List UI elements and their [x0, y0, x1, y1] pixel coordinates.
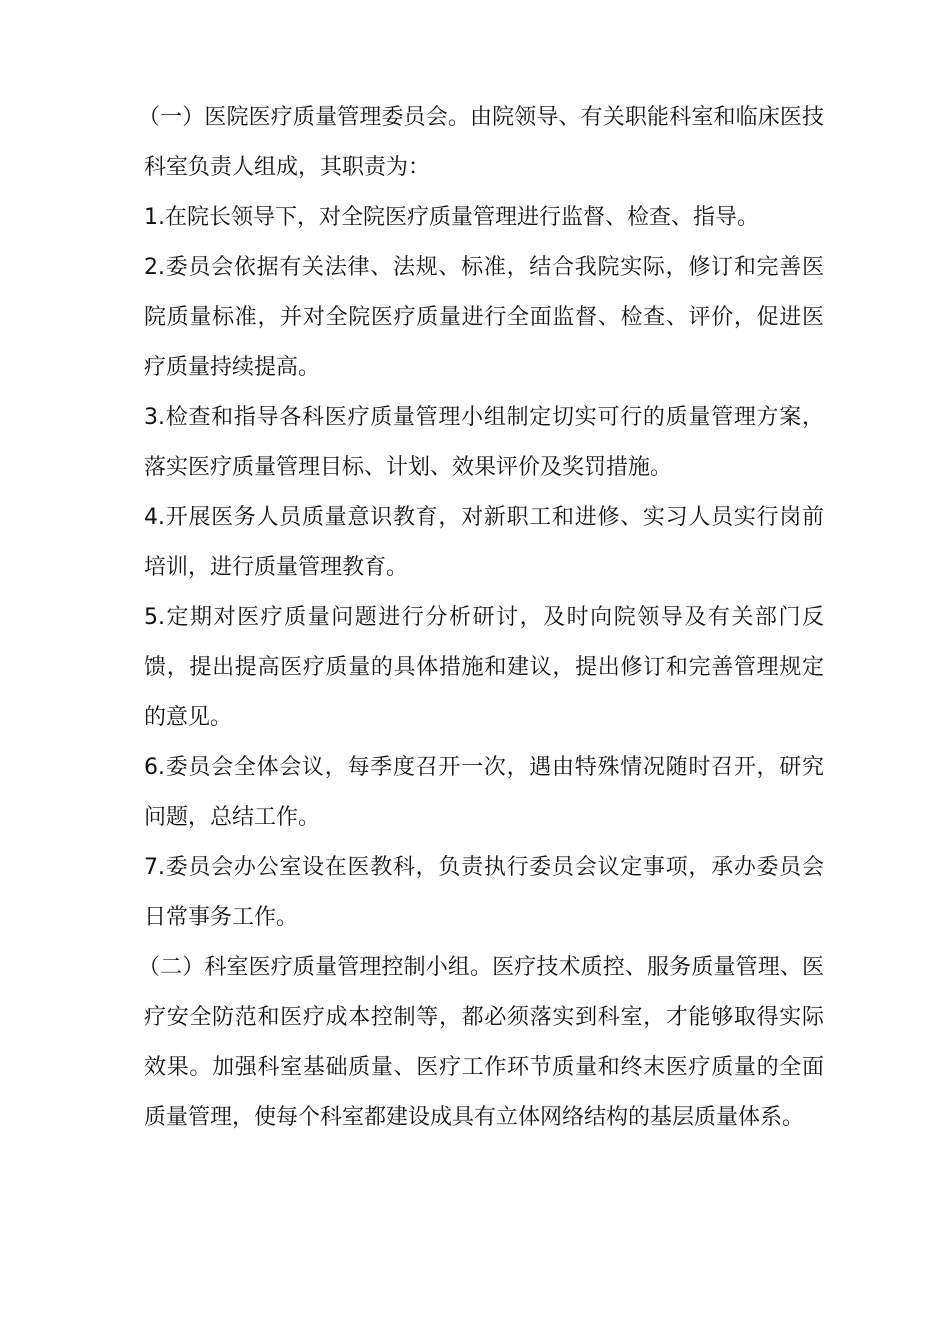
duty-item-3: 3.检查和指导各科医疗质量管理小组制定切实可行的质量管理方案，落实医疗质量管理目标、计划、效果评价及奖罚措施。 — [144, 405, 824, 480]
duty-item-1: 1.在院长领导下，对全院医疗质量管理进行监督、检查、指导。 — [144, 205, 759, 230]
duty-item-7: 7.委员会办公室设在医教科，负责执行委员会议定事项，承办委员会日常事务工作。 — [144, 855, 824, 930]
duty-item-2: 2.委员会依据有关法律、法规、标准，结合我院实际，修订和完善医院质量标准，并对全院医疗质量进行全面监督、检查、评价，促进医疗质量持续提高。 — [144, 255, 824, 380]
duty-item-6: 6.委员会全体会议，每季度召开一次，遇由特殊情况随时召开，研究问题，总结工作。 — [144, 755, 824, 830]
section-one-heading-paragraph: （一）医院医疗质量管理委员会。由院领导、有关职能科室和临床医技科室负责人组成，其职责为： — [138, 105, 824, 180]
section-two-paragraph: （二）科室医疗质量管理控制小组。医疗技术质控、服务质量管理、医疗安全防范和医疗成本控制等，都必须落实到科室，才能够取得实际效果。加强科室基础质量、医疗工作环节质量和终末医疗质量的全面质量管理，使每个科室都建设成具有立体网络结构的基层质量体系。 — [138, 955, 824, 1130]
document-body — [138, 93, 824, 1143]
duty-item-4: 4.开展医务人员质量意识教育，对新职工和进修、实习人员实行岗前培训，进行质量管理教育。 — [144, 505, 824, 580]
duty-item-5: 5.定期对医疗质量问题进行分析研讨，及时向院领导及有关部门反馈，提出提高医疗质量的具体措施和建议，提出修订和完善管理规定的意见。 — [144, 605, 824, 730]
